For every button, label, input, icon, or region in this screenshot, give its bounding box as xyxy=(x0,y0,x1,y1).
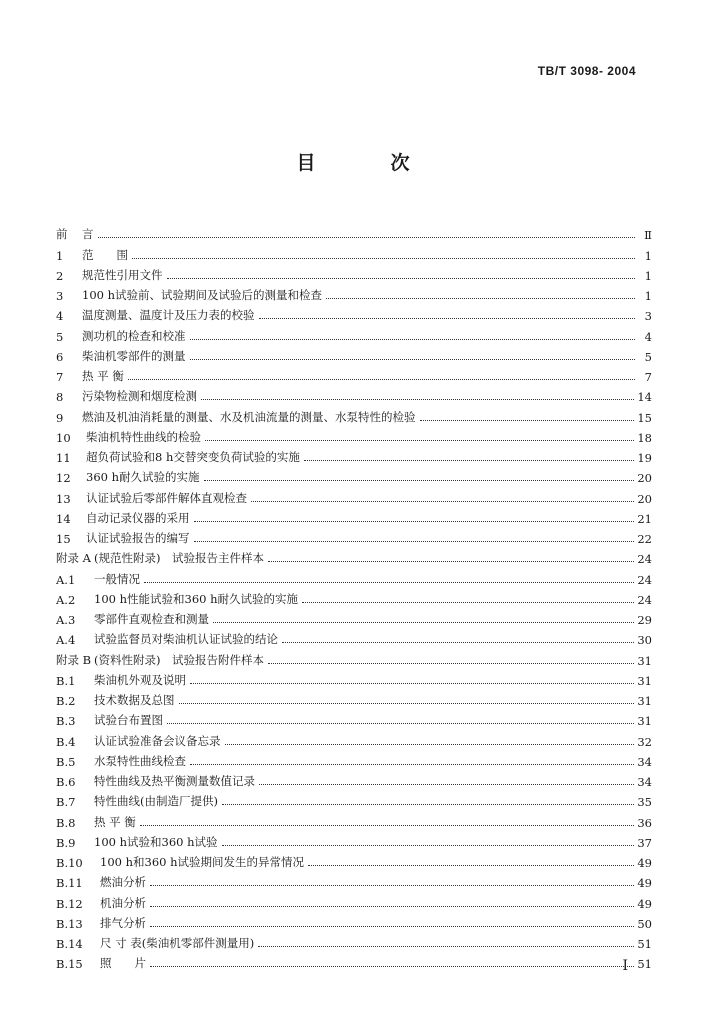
toc-entry[interactable] xyxy=(56,384,652,404)
toc-dot-leader xyxy=(251,501,634,502)
toc-entry-label: 测功机的检查和校准 xyxy=(82,328,186,343)
toc-entry-label: 规范性引用文件 xyxy=(82,267,163,282)
toc-entry-page: 30 xyxy=(637,633,652,648)
toc-entry-label: 机油分析 xyxy=(100,895,146,910)
toc-entry-page: 22 xyxy=(637,532,652,546)
toc-entry-number: 附录 B xyxy=(56,652,92,667)
toc-entry[interactable] xyxy=(56,668,652,688)
toc-entry-number: 11 xyxy=(56,451,71,465)
toc-entry-page: 37 xyxy=(637,835,652,850)
toc-dot-leader xyxy=(201,399,634,400)
toc-entry-number: 1 xyxy=(56,248,64,263)
toc-dot-leader xyxy=(132,258,635,259)
toc-entry-page: 4 xyxy=(644,329,652,344)
toc-entry-page: 1 xyxy=(644,248,652,263)
toc-entry-page: 19 xyxy=(637,451,652,465)
toc-entry-page: 34 xyxy=(637,754,652,769)
toc-entry[interactable] xyxy=(56,222,652,242)
toc-dot-leader xyxy=(205,440,634,441)
toc-entry-page: 51 xyxy=(637,937,652,951)
toc-entry-label: 零部件直观检查和测量 xyxy=(94,612,209,626)
toc-entry-number: 13 xyxy=(56,491,71,506)
toc-dot-leader xyxy=(150,885,634,886)
toc-entry[interactable] xyxy=(56,647,652,667)
toc-entry-page: 18 xyxy=(637,430,652,445)
toc-entry-page: 21 xyxy=(637,511,652,526)
toc-entry-label: 排气分析 xyxy=(100,915,146,930)
toc-dot-leader xyxy=(144,582,634,583)
toc-entry-number: B.7 xyxy=(56,795,76,810)
toc-entry-label: 尺 寸 表(柴油机零部件测量用) xyxy=(100,936,255,950)
toc-entry-page: 5 xyxy=(644,349,652,364)
toc-entry-page: 31 xyxy=(637,653,652,668)
toc-dot-leader xyxy=(194,521,635,522)
toc-entry-number: 12 xyxy=(56,471,71,486)
toc-entry-label: 柴油机特性曲线的检验 xyxy=(86,429,201,444)
toc-entry-label: (资料性附录) 试验报告附件样本 xyxy=(94,652,264,667)
toc-entry-label: 特性曲线(由制造厂提供) xyxy=(94,794,218,809)
toc-entry-number: 5 xyxy=(56,329,64,344)
toc-dot-leader xyxy=(302,602,634,603)
toc-entry[interactable] xyxy=(56,870,652,890)
standard-code: TB/T 3098- 2004 xyxy=(537,64,636,78)
toc-entry-number: B.6 xyxy=(56,775,76,789)
toc-entry-number: B.9 xyxy=(56,835,76,850)
toc-entry-page: 49 xyxy=(637,896,652,911)
toc-entry-label: 认证试验准备会议备忘录 xyxy=(94,733,221,748)
toc-entry-page: 3 xyxy=(644,309,652,324)
toc-dot-leader xyxy=(98,237,636,238)
toc-entry[interactable] xyxy=(56,526,652,546)
toc-entry-label: 柴油机零部件的测量 xyxy=(82,348,186,363)
toc-entry[interactable] xyxy=(56,425,652,445)
toc-entry-page: 7 xyxy=(644,370,652,384)
toc-entry[interactable] xyxy=(56,931,652,951)
toc-entry-page: 29 xyxy=(637,613,652,627)
toc-entry-number: B.1 xyxy=(56,673,76,688)
toc-entry-page: 20 xyxy=(637,491,652,506)
toc-entry-number: A.4 xyxy=(56,633,76,648)
toc-dot-leader xyxy=(150,926,634,927)
toc-entry-label: 燃油及机油消耗量的测量、水及机油流量的测量、水泵特性的检验 xyxy=(82,409,416,424)
toc-entry-number: 15 xyxy=(56,532,71,546)
toc-entry-page: 49 xyxy=(637,876,652,891)
toc-dot-leader xyxy=(282,642,634,643)
toc-dot-leader xyxy=(167,723,634,724)
toc-entry-label: 热 平 衡 xyxy=(82,369,124,383)
toc-entry-label: 水泵特性曲线检查 xyxy=(94,753,186,768)
toc-entry-page: 34 xyxy=(637,775,652,789)
toc-entry[interactable] xyxy=(56,850,652,870)
toc-entry-page: 24 xyxy=(637,592,652,607)
toc-entry-label: 燃油分析 xyxy=(100,875,146,890)
toc-entry-label: (规范性附录) 试验报告主件样本 xyxy=(94,551,264,566)
toc-entry-number: 附录 A xyxy=(56,551,91,566)
toc-entry[interactable] xyxy=(56,506,652,526)
toc-entry-page: 14 xyxy=(637,390,652,405)
toc-entry-number: B.5 xyxy=(56,754,76,769)
toc-dot-leader xyxy=(190,359,636,360)
toc-entry-label: 试验台布置图 xyxy=(94,713,163,728)
toc-dot-leader xyxy=(190,764,634,765)
toc-entry-label: 污染物检测和烟度检测 xyxy=(82,389,197,404)
toc-entry[interactable] xyxy=(56,445,652,465)
toc-entry[interactable] xyxy=(56,587,652,607)
toc-dot-leader xyxy=(326,298,635,299)
toc-entry-page: 20 xyxy=(637,471,652,486)
toc-entry[interactable] xyxy=(56,546,652,566)
toc-entry-page: 35 xyxy=(637,795,652,810)
toc-dot-leader xyxy=(268,561,634,562)
toc-entry-page: 50 xyxy=(637,916,652,931)
toc-entry-page: Ⅱ xyxy=(644,228,652,243)
toc-dot-leader xyxy=(258,946,634,947)
toc-entry-number: B.14 xyxy=(56,937,83,951)
toc-dot-leader xyxy=(190,683,634,684)
toc-entry-number: B.4 xyxy=(56,734,76,749)
toc-entry-label: 认证试验后零部件解体直观检查 xyxy=(86,490,247,505)
toc-entry[interactable] xyxy=(56,688,652,708)
toc-entry[interactable] xyxy=(56,404,652,424)
toc-entry-number: 前 xyxy=(56,227,68,242)
toc-dot-leader xyxy=(268,663,634,664)
toc-entry[interactable] xyxy=(56,890,652,910)
toc-entry-number: 7 xyxy=(56,370,64,384)
toc-entry[interactable] xyxy=(56,769,652,789)
toc-dot-leader xyxy=(304,460,634,461)
toc-entry-number: 2 xyxy=(56,268,64,283)
toc-dot-leader xyxy=(222,845,635,846)
toc-entry-label: 100 h试验和360 h试验 xyxy=(94,834,218,849)
toc-entry[interactable] xyxy=(56,627,652,647)
toc-dot-leader xyxy=(222,804,634,805)
toc-entry-number: B.8 xyxy=(56,815,76,830)
toc-entry-page: 24 xyxy=(637,572,652,587)
toc-entry-label: 照 片 xyxy=(100,956,146,971)
toc-entry[interactable] xyxy=(56,242,652,262)
toc-dot-leader xyxy=(225,744,635,745)
toc-entry[interactable] xyxy=(56,607,652,627)
toc-entry-label: 柴油机外观及说明 xyxy=(94,672,186,687)
toc-entry-page: 24 xyxy=(637,552,652,567)
toc-entry-number: 4 xyxy=(56,309,64,324)
toc-entry-label: 100 h和360 h试验期间发生的异常情况 xyxy=(100,855,305,869)
toc-dot-leader xyxy=(259,318,636,319)
toc-entry-label: 范 围 xyxy=(82,247,128,262)
toc-entry-label: 特性曲线及热平衡测量数值记录 xyxy=(94,774,255,788)
toc-entry[interactable] xyxy=(56,566,652,586)
toc-entry-number: 6 xyxy=(56,349,64,364)
toc-entry-label: 试验监督员对柴油机认证试验的结论 xyxy=(94,632,278,647)
toc-entry-number: B.11 xyxy=(56,876,83,891)
toc-entry-number: B.10 xyxy=(56,856,83,870)
toc-entry-page: 31 xyxy=(637,714,652,729)
toc-entry-label: 360 h耐久试验的实施 xyxy=(86,470,200,485)
toc-entry-number: 14 xyxy=(56,511,71,526)
toc-entry-page: 31 xyxy=(637,673,652,688)
toc-entry-page: 1 xyxy=(644,289,652,303)
toc-dot-leader xyxy=(213,622,634,623)
toc-entry-label: 技术数据及总图 xyxy=(94,693,175,707)
toc-entry-label: 一般情况 xyxy=(94,571,140,586)
toc-dot-leader xyxy=(167,278,636,279)
toc-entry-label: 言 xyxy=(82,227,94,242)
toc-entry-label: 自动记录仪器的采用 xyxy=(86,510,190,525)
toc-entry-page: 15 xyxy=(637,410,652,425)
toc-entry-number: 8 xyxy=(56,390,64,405)
toc-entry-label: 100 h试验前、试验期间及试验后的测量和检查 xyxy=(82,288,323,302)
toc-dot-leader xyxy=(194,541,635,542)
toc-dot-leader xyxy=(128,379,635,380)
toc-entry-label: 热 平 衡 xyxy=(94,814,136,829)
toc-entry[interactable] xyxy=(56,951,652,971)
toc-entry[interactable] xyxy=(56,809,652,829)
toc-dot-leader xyxy=(150,966,634,967)
toc-entry-number: A.2 xyxy=(56,592,76,607)
toc-entry[interactable] xyxy=(56,283,652,303)
toc-entry-page: 51 xyxy=(637,957,652,972)
toc-entry-number: A.3 xyxy=(56,613,76,627)
toc-entry-page: 36 xyxy=(637,815,652,830)
toc-entry[interactable] xyxy=(56,303,652,323)
toc-entry[interactable] xyxy=(56,830,652,850)
toc-dot-leader xyxy=(150,906,634,907)
toc-entry[interactable] xyxy=(56,708,652,728)
toc-entry[interactable] xyxy=(56,749,652,769)
toc-entry[interactable] xyxy=(56,465,652,485)
toc-dot-leader xyxy=(308,865,634,866)
table-of-contents xyxy=(56,222,652,971)
toc-dot-leader xyxy=(190,339,636,340)
toc-entry-number: 3 xyxy=(56,289,64,303)
page-number: Ⅰ xyxy=(622,958,628,974)
toc-dot-leader xyxy=(259,784,634,785)
toc-entry[interactable] xyxy=(56,485,652,505)
toc-entry-label: 100 h性能试验和360 h耐久试验的实施 xyxy=(94,591,299,606)
toc-dot-leader xyxy=(420,420,635,421)
toc-entry-number: 9 xyxy=(56,410,64,425)
toc-entry-label: 超负荷试验和8 h交替突变负荷试验的实施 xyxy=(86,450,300,464)
toc-entry-page: 1 xyxy=(644,268,652,283)
page-title: 目 次 xyxy=(296,152,438,174)
toc-entry-number: B.2 xyxy=(56,694,76,708)
toc-entry-number: B.15 xyxy=(56,957,83,972)
toc-dot-leader xyxy=(204,480,635,481)
toc-entry-page: 32 xyxy=(637,734,652,749)
toc-dot-leader xyxy=(179,703,635,704)
toc-entry[interactable] xyxy=(56,344,652,364)
toc-entry[interactable] xyxy=(56,263,652,283)
toc-entry-number: B.3 xyxy=(56,714,76,729)
toc-entry-number: 10 xyxy=(56,430,71,445)
toc-entry-label: 温度测量、温度计及压力表的校验 xyxy=(82,308,255,323)
toc-entry-number: A.1 xyxy=(56,572,76,587)
toc-entry-page: 31 xyxy=(637,694,652,708)
toc-entry[interactable] xyxy=(56,911,652,931)
toc-entry[interactable] xyxy=(56,728,652,748)
toc-entry[interactable] xyxy=(56,364,652,384)
toc-entry-number: B.13 xyxy=(56,916,83,931)
toc-entry[interactable] xyxy=(56,323,652,343)
toc-entry[interactable] xyxy=(56,789,652,809)
toc-entry-number: B.12 xyxy=(56,896,83,911)
toc-entry-label: 认证试验报告的编写 xyxy=(86,531,190,545)
toc-entry-page: 49 xyxy=(637,856,652,870)
toc-dot-leader xyxy=(140,825,635,826)
